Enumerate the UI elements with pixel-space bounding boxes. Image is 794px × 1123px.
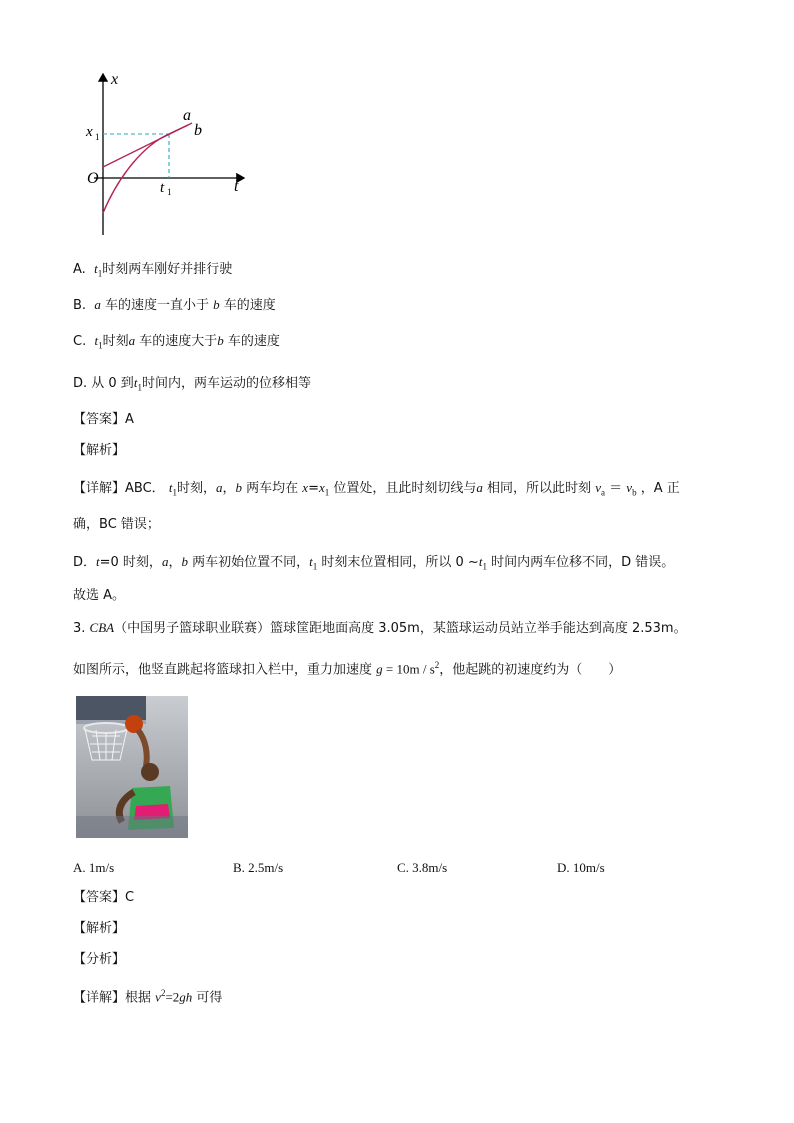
- q3-detail: 【详解】根据 $v^2=2gh$ 可得: [73, 988, 223, 1006]
- option-c: C. $t_1$时刻a 车的速度大于b 车的速度: [73, 333, 280, 351]
- curve-a-label: a: [183, 107, 191, 124]
- q2-detail-line2: 确，BC 错误；: [73, 517, 160, 532]
- q3-analysis-tag: 【解析】: [73, 921, 126, 936]
- option-d: D. 从 0 到$t_1$时间内，两车运动的位移相等: [73, 375, 311, 393]
- q3-option-c: C. 3.8m/s: [397, 860, 448, 875]
- basketball-dunk-photo: [76, 696, 188, 838]
- t1-label: t: [160, 180, 165, 196]
- t1-sub: 1: [167, 187, 172, 197]
- q2-answer: 【答案】A: [73, 412, 134, 427]
- q3-option-b: B. 2.5m/s: [233, 860, 284, 875]
- q3-option-d: D. 10m/s: [557, 860, 605, 875]
- crowd-strip: [76, 816, 188, 838]
- x1-sub: 1: [95, 132, 100, 142]
- t-axis-label: t: [234, 178, 239, 195]
- q2-analysis-tag: 【解析】: [73, 443, 126, 458]
- curve-a: [103, 125, 188, 213]
- q3-fenxi-tag: 【分析】: [73, 952, 126, 967]
- curve-b-label: b: [194, 122, 202, 139]
- q2-detail-line3: D．t=0 时刻，a，b 两车初始位置不同，$t_1$ 时刻末位置相同，所以 0 $\sim t_1$ 时间内两车位移不同，D 错误。: [73, 554, 675, 572]
- q2-conclusion: 故选 A。: [73, 588, 126, 603]
- origin-label: O: [87, 170, 99, 187]
- x-axis-label: x: [111, 71, 119, 88]
- q3-answer: 【答案】C: [73, 890, 135, 905]
- x1-label: x: [86, 124, 93, 140]
- q3-stem-line1: 3. CBA（中国男子篮球职业联赛）篮球筐距地面高度 3.05m，某篮球运动员站立举手能达到高度 2.53m。: [73, 620, 687, 636]
- option-b: B. a 车的速度一直小于 b 车的速度: [73, 297, 276, 313]
- x-t-graph: [84, 70, 284, 240]
- q3-option-a: A. 1m/s: [73, 860, 115, 875]
- q3-stem-line2: 如图所示，他竖直跳起将篮球扣入栏中，重力加速度 $g = 10m / s^2$，他起跳的初速度约为（ ）: [73, 660, 622, 678]
- player-head: [141, 763, 159, 781]
- option-a: A. $t_1$时刻两车刚好并排行驶: [73, 261, 233, 279]
- q2-detail-line1: 【详解】ABC． $t_1$时刻，a，b 两车均在 $x=x_1$ 位置处，且此时刻切线与a 相同，所以此时刻 $v_a = v_b$ ，A 正: [73, 480, 680, 498]
